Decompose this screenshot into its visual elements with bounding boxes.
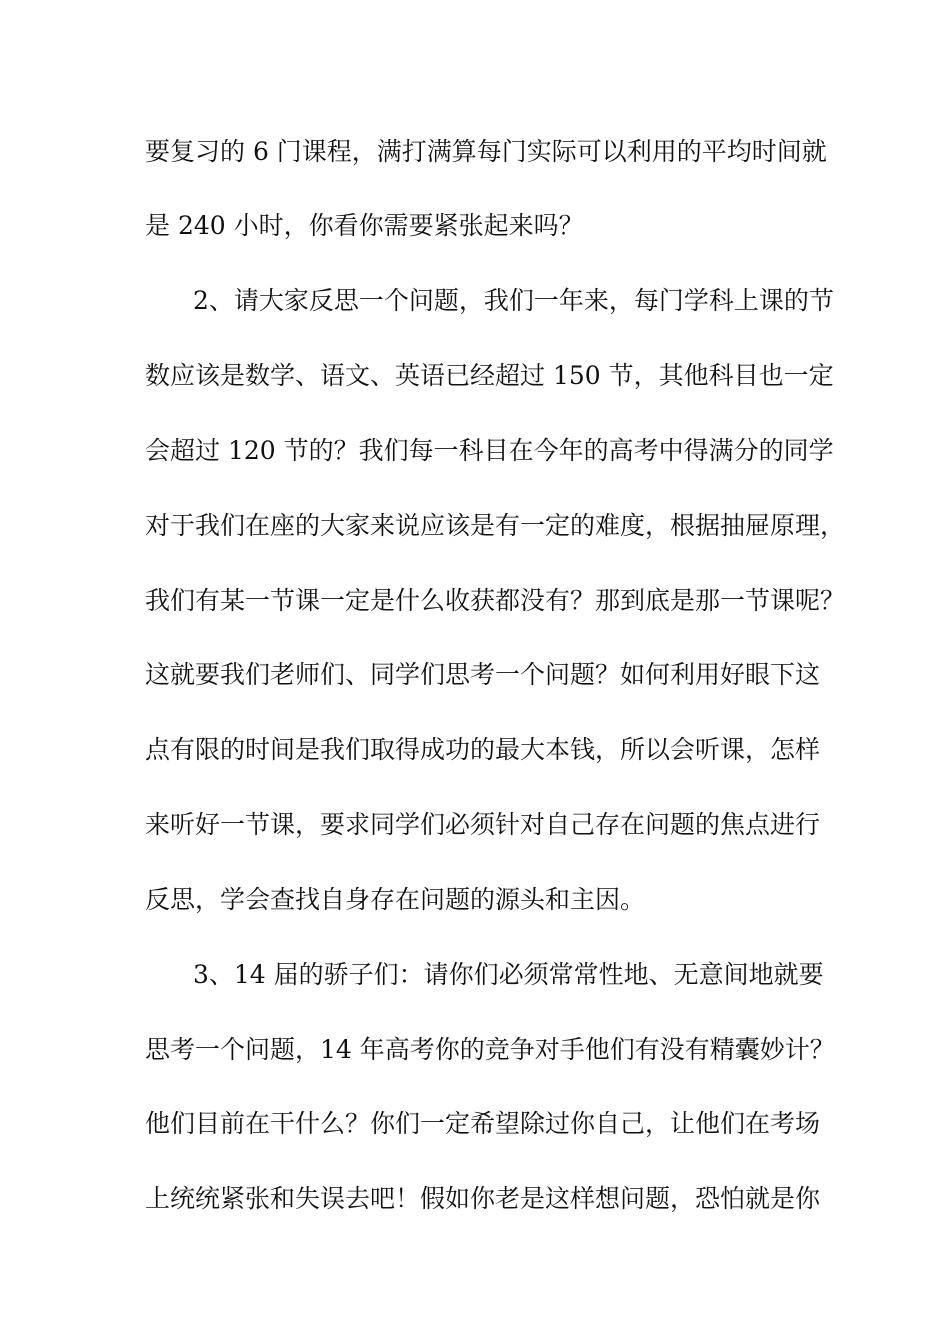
text-line: 对于我们在座的大家来说应该是有一定的难度，根据抽屉原理， <box>145 511 846 540</box>
text-line: 反思，学会查找自身存在问题的源头和主因。 <box>145 885 646 914</box>
text-line: 思考一个问题，14 年高考你的竞争对手他们有没有精囊妙计？ <box>145 1035 835 1064</box>
text-line: 这就要我们老师们、同学们思考一个问题？如何利用好眼下这 <box>145 660 821 689</box>
text-line: 是 240 小时，你看你需要紧张起来吗？ <box>145 211 584 240</box>
text-line: 要复习的 6 门课程，满打满算每门实际可以利用的平均时间就 <box>145 137 827 166</box>
text-line: 我们有某一节课一定是什么收获都没有？那到底是那一节课呢？ <box>145 586 846 615</box>
text-line: 来听好一节课，要求同学们必须针对自己存在问题的焦点进行 <box>145 810 821 839</box>
paragraph-start-line: 2、请大家反思一个问题，我们一年来，每门学科上课的节 <box>193 286 834 315</box>
text-line: 点有限的时间是我们取得成功的最大本钱，所以会听课，怎样 <box>145 735 821 764</box>
text-line: 上统统紧张和失误去吧！假如你老是这样想问题，恐怕就是你 <box>145 1184 821 1213</box>
paragraph-start-line: 3、14 届的骄子们：请你们必须常常性地、无意间地就要 <box>193 960 824 989</box>
text-line: 数应该是数学、语文、英语已经超过 150 节，其他科目也一定 <box>145 361 834 390</box>
text-line: 会超过 120 节的？我们每一科目在今年的高考中得满分的同学 <box>145 436 834 465</box>
text-line: 他们目前在干什么？你们一定希望除过你自己，让他们在考场 <box>145 1109 821 1138</box>
